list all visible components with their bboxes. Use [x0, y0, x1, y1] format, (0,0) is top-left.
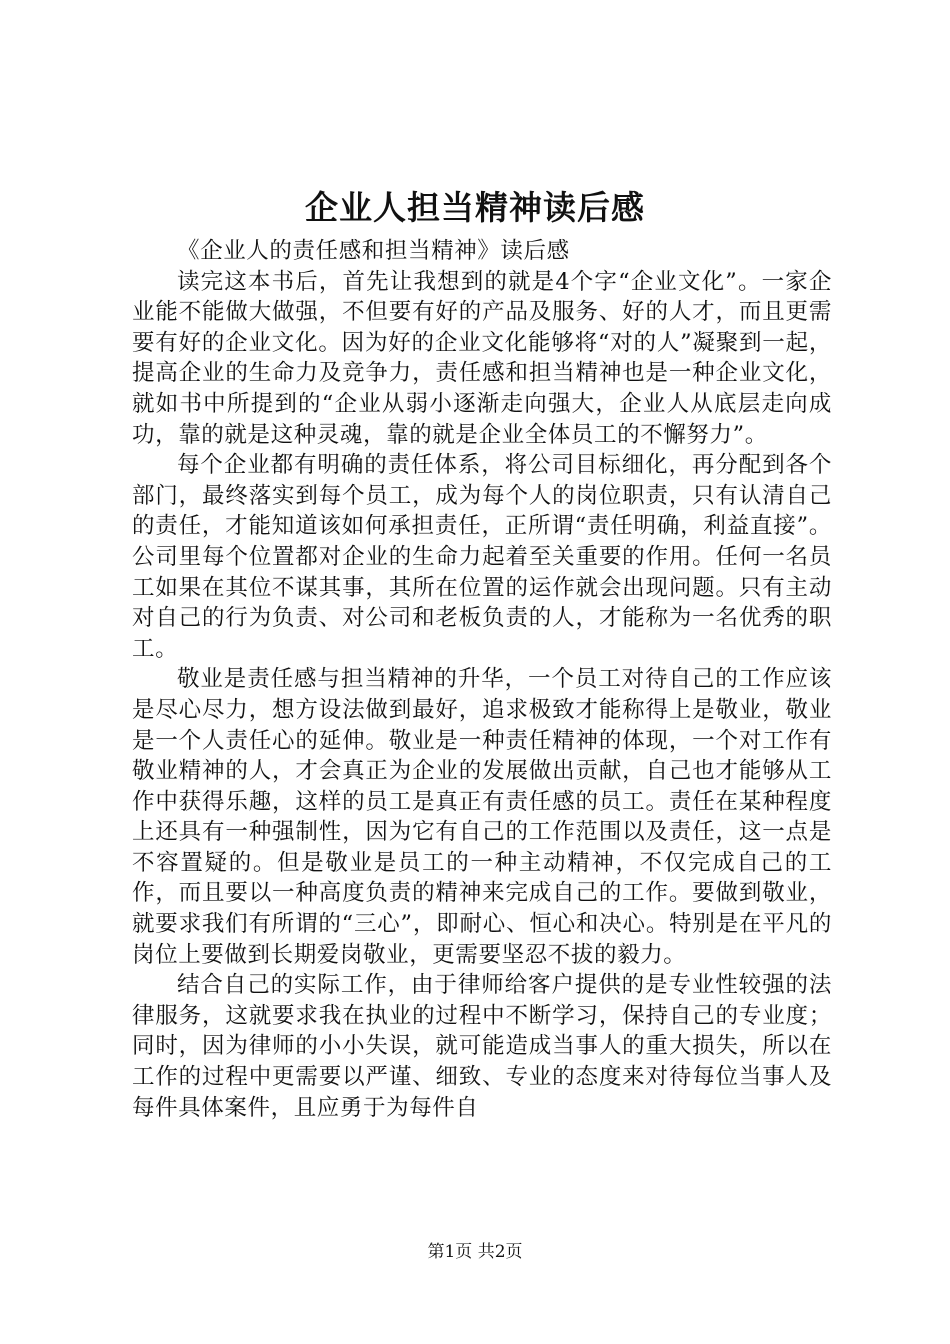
- page-footer: 第1页 共2页: [427, 1242, 523, 1262]
- book-title-line: 《企业人的责任感和担当精神》读后感: [177, 238, 570, 264]
- paragraph: 结合自己的实际工作，由于律师给客户提供的是专业性较强的法律服务，这就要求我在执业的过程中不断学习，保持自己的专业度；同时，因为律师的小小失误，就可能造成当事人的重大损失，所以在工作的过程中更需要以严谨、细致、专业的态度来对待每位当事人及每件具体案件，且应勇于为每件自: [132, 972, 832, 1121]
- document-body: [132, 236, 832, 1123]
- paragraph: 敬业是责任感与担当精神的升华，一个员工对待自己的工作应该是尽心尽力，想方设法做到最好，追求极致才能称得上是敬业，敬业是一个人责任心的延伸。敬业是一种责任精神的体现，一个对工作有敬业精神的人，才会真正为企业的发展做出贡献，自己也才能够从工作中获得乐趣，这样的员工是真正有责任感的员工。责任在某种程度上还具有一种强制性，因为它有自己的工作范围以及责任，这一点是不容置疑的。但是敬业是员工的一种主动精神，不仅完成自己的工作，而且要以一种高度负责的精神来完成自己的工作。要做到敬业，就要求我们有所谓的“三心”，即耐心、恒心和决心。特别是在平凡的岗位上要做到长期爱岗敬业，更需要坚忍不拔的毅力。: [132, 666, 832, 968]
- paragraph: 每个企业都有明确的责任体系，将公司目标细化，再分配到各个部门，最终落实到每个员工，成为每个人的岗位职责，只有认清自己的责任，才能知道该如何承担责任，正所谓“责任明确，利益直接”。公司里每个位置都对企业的生命力起着至关重要的作用。任何一名员工如果在其位不谋其事，其所在位置的运作就会出现问题。只有主动对自己的行为负责、对公司和老板负责的人，才能称为一名优秀的职工。: [132, 452, 832, 662]
- paragraph: 读完这本书后，首先让我想到的就是4个字“企业文化”。一家企业能不能做大做强，不但要有好的产品及服务、好的人才，而且更需要有好的企业文化。因为好的企业文化能够将“对的人”凝聚到一起，提高企业的生命力及竞争力，责任感和担当精神也是一种企业文化，就如书中所提到的“企业从弱小逐渐走向强大，企业人从底层走向成功，靠的就是这种灵魂，靠的就是企业全体员工的不懈努力”。: [132, 268, 832, 448]
- document-title: 企业人担当精神读后感: [305, 188, 645, 227]
